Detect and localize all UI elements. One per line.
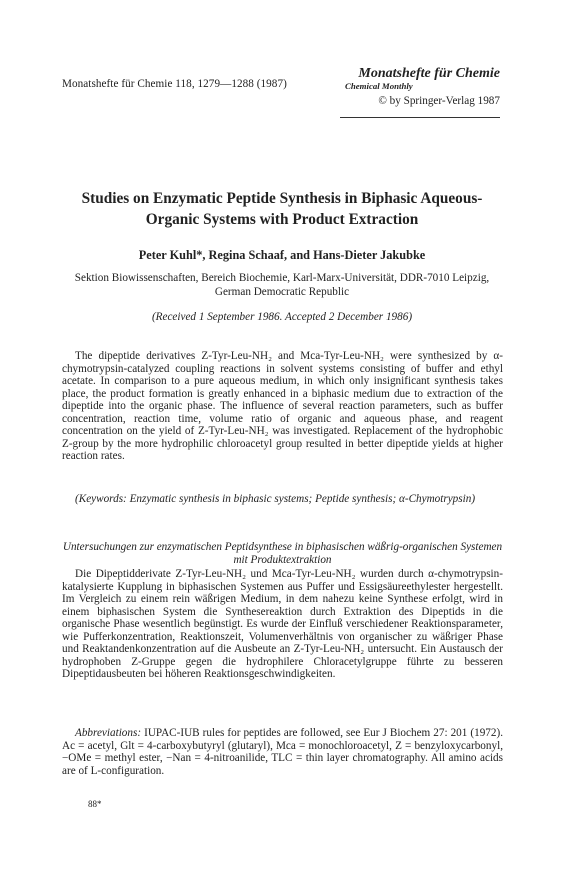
abstract-text: The dipeptide derivatives Z-Tyr-Leu-NH₂ and Mca-Tyr-Leu-NH₂ were synthesized by α-chymotrypsin-catalyzed coupling reactions in solvent systems consisting of buffer and ethyl acetate. In comparison to a pure aqueous medium, in which only insignificant synthesis takes place, the product formation is greatly enhanced in a biphasic medium due to extraction of the dipeptide into the organic phase. The influence of several reaction parameters, such as buffer concentration, reaction time, volume ratio of organic and aqueous phase, and reagent concentration on the yield of Z-Tyr-Leu-NH₂ was investigated. Replacement of the hydrophobic Z-group by the more hydrophilic chloroacetyl group resulted in better dipeptide yields at higher reaction rates. [62,350,503,462]
article-title: Studies on Enzymatic Peptide Synthesis in Biphasic Aqueous-Organic Systems with Product Extraction [81,190,483,228]
journal-subtitle: Chemical Monthly [345,81,413,91]
journal-name: Monatshefte für Chemie [358,66,500,81]
abbreviations-text: IUPAC-IUB rules for peptides are followed, see Eur J Biochem 27: 201 (1972). Ac = acetyl, Glt = 4-carboxybutyryl (glutaryl), Mca = monochloroacetyl, Z = benzyloxycarbonyl, −OMe = methyl ester, −Nan = 4-nitroanilide, TLC = thin layer chromatography. All amino acids are of L-configuration. [62,727,503,777]
journal-masthead [340,66,500,107]
copyright-notice: © by Springer-Verlag 1987 [378,95,500,107]
received-dates: (Received 1 September 1986. Accepted 2 December 1986) [151,311,413,323]
abbreviations-label: Abbreviations: [75,727,142,739]
page-signature: 88* [88,799,102,809]
keywords: (Keywords: Enzymatic synthesis in biphasic systems; Peptide synthesis; α-Chymotrypsin) [75,493,476,505]
article-authors: Peter Kuhl*, Regina Schaaf, and Hans-Dieter Jakubke [138,248,426,262]
journal-citation: Monatshefte für Chemie 118, 1279—1288 (1987) [62,78,287,90]
header-rule [340,117,500,118]
german-abstract: Die Dipeptidderivate Z-Tyr-Leu-NH₂ und Mca-Tyr-Leu-NH₂ wurden durch α-chymotrypsin-katalysierte Kupplung in biphasischen Systemen aus Puffer und Essigsäureethylester hergestellt. Im Vergleich zu einem rein wäßrigen Medium, in dem nahezu keine Synthese erfolgt, wird in einem biphasischen System die Synthesereaktion durch Extraktion des Dipeptids in die organische Phase wesentlich begünstigt. Es wurde der Einfluß verschiedener Reaktionsparameter, wie Pufferkonzentration, Reaktionszeit, Volumenverhältnis von organischer zu wäßriger Phase und Reaktandenkonzentration auf die Ausbeute an Z-Tyr-Leu-NH₂ untersucht. Ein Austausch der hydrophoben Z-Gruppe gegen die hydrophilere Chloracetylgruppe führte zu besseren Dipeptidausbeuten bei höheren Reaktionsgeschwindigkeiten. [62,568,503,680]
author-affiliation: Sektion Biowissenschaften, Bereich Biochemie, Karl-Marx-Universität, DDR-7010 Leipzig, German Democratic Republic [74,272,490,298]
german-title: Untersuchungen zur enzymatischen Peptidsynthese in biphasischen wäßrig-organischen Systemen mit Produktextraktion [62,541,503,566]
abbreviations-note [62,727,503,777]
